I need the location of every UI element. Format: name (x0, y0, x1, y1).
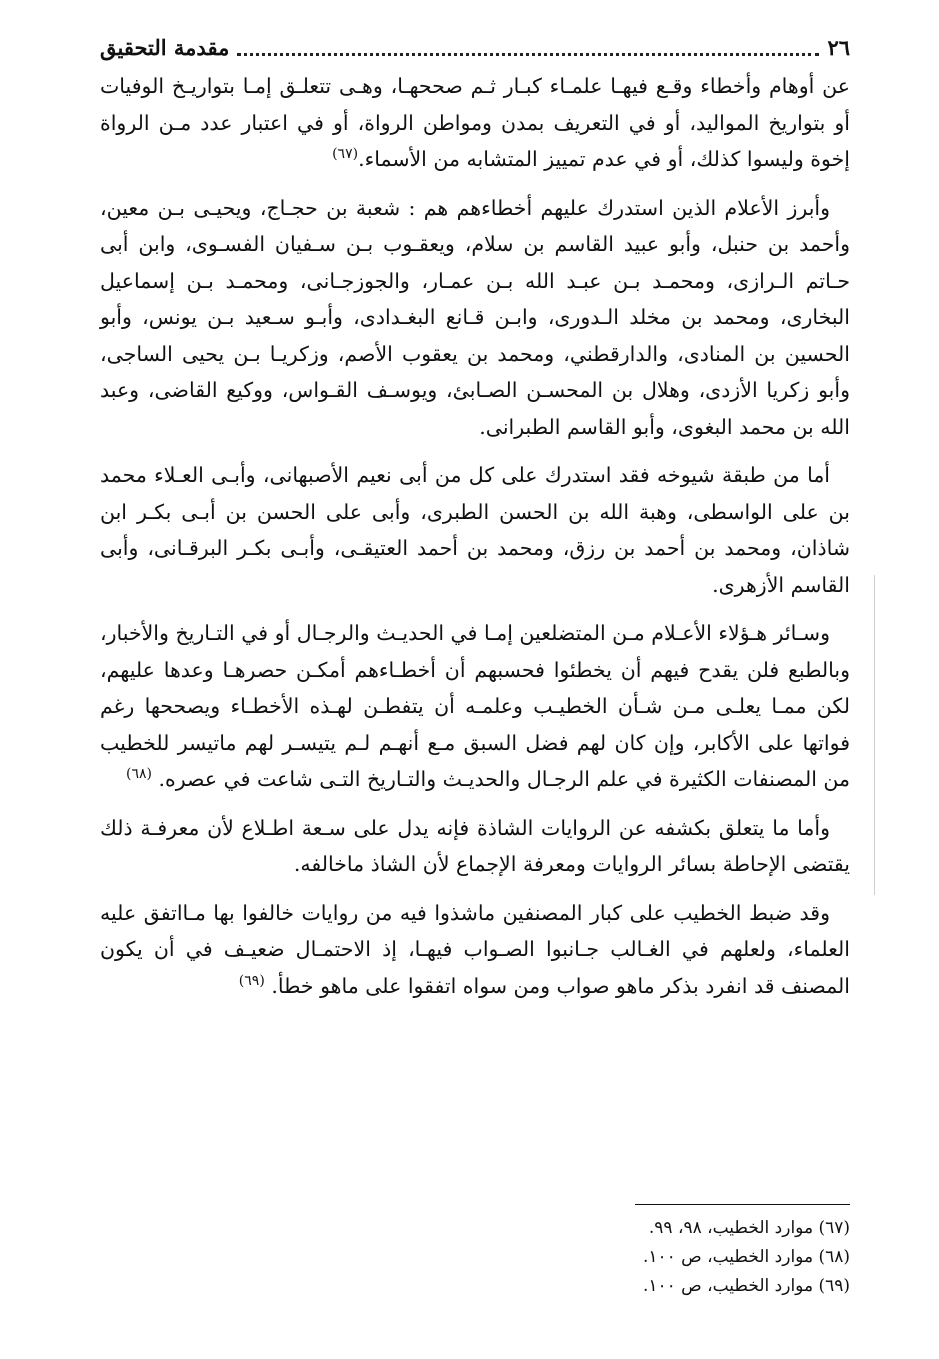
paragraph-text: وقد ضبط الخطيب على كبار المصنفين ماشذوا فيه من روايات خالفوا بها مـااتفق عليه العلماء، ولعلهم في الغـالب جـانبوا الصـواب فيهـا، إذ الاحتمـال ضعيـف في أن يكون المصنف قد انفرد بذكر ماهو صواب ومن سواه اتفقوا على ماهو خطأ. (100, 900, 850, 998)
paragraph-text: وأما ما يتعلق بكشفه عن الروايات الشاذة فإنه يدل على سـعة اطـلاع لأن معرفـة ذلك يقتضى الإحاطة بسائر الروايات ومعرفة الإجماع لأن الشاذ ماخالفه. (100, 815, 850, 876)
paragraph-text: عن أوهام وأخطاء وقـع فيهـا علمـاء كبـار ثـم صححهـا، وهـى تتعلـق إمـا بتواريـخ الوفيات أو بتواريخ المواليد، أو في التعريف بمدن ومواطن الرواة، أو في اعتبار عدد مـن الرواة إخوة وليسوا كذلك، أو في عدم تمييز المتشابه من الأسماء. (100, 74, 850, 171)
paragraph-text: أما من طبقة شيوخه فقد استدرك على كل من أبى نعيم الأصبهانى، وأبـى العـلاء محمد بن على الواسطى، وهبة الله بن الحسن الطبرى، وأبى على الحسن بن أبـى بكـر ابن شاذان، ومحمد بن أحمد بن رزق، ومحمد بن أحمد العتيقـى، وأبـى بكـر البرقـانى، وأبى القاسم الأزهرى. (100, 463, 850, 597)
header-dot-leader (237, 39, 819, 56)
paragraph (100, 810, 850, 883)
footnote-separator (635, 1204, 850, 1205)
footnote: (٦٨) موارد الخطيب، ص ١٠٠. (642, 1247, 850, 1267)
paragraph (100, 68, 850, 178)
scan-margin-line (874, 575, 875, 895)
footnote-ref: (٦٩) (238, 972, 265, 989)
footnote: (٦٧) موارد الخطيب، ٩٨، ٩٩. (648, 1218, 850, 1238)
header-title: مقدمة التحقيق (100, 34, 230, 60)
paragraph (100, 190, 850, 446)
paragraph-text: وسـائر هـؤلاء الأعـلام مـن المتضلعين إمـا في الحديـث والرجـال أو في التـاريخ والأخبار، وبالطبع فلن يقدح فيهم أن يخطئوا فحسبهم أن أخطـاءهم أمكـن حصرهـا وعدها عليهم، لكن ممـا يعلـى مـن شـأن الخطيـب وعلمـه أن يتفطـن لهـذه الأخطـاء ويصححها رغم فواتها على الأكابر، وإن كان لهم فضل السبق مـع أنهـم لـم يتيسـر لهم ماتيسر للخطيب من المصنفات الكثيرة في علم الرجـال والحديـث والتـاريخ التـى شاعت في عصره. (100, 621, 850, 791)
paragraph (100, 457, 850, 603)
book-page (60, 0, 850, 1359)
paragraph (100, 615, 850, 798)
footnote: (٦٩) موارد الخطيب، ص ١٠٠. (642, 1276, 850, 1296)
footnote-ref: (٦٧) (332, 146, 359, 163)
footnotes (100, 1214, 850, 1301)
running-header (100, 30, 850, 64)
paragraph (100, 895, 850, 1005)
footnote-ref: (٦٨) (125, 766, 152, 783)
body-text (100, 68, 850, 1016)
paragraph-text: وأبرز الأعلام الذين استدرك عليهم أخطاءهم هم : شعبة بن حجـاج، ويحيـى بـن معين، وأحمد بن حنبل، وأبو عبيد القاسم بن سلام، ويعقـوب بـن سـفيان الفسـوى، وابن أبى حـاتم الـرازى، ومحمـد بـن عبـد الله بـن عمـار، والجوزجـانى، ومحمـد بـن إسماعيل البخارى، ومحمد بن مخلد الـدورى، وابـن قـانع البغـدادى، وأبـو سـعيد بـن يونس، وأبو الحسين بن المنادى، والدارقطني، ومحمد بن يعقوب الأصم، وزكريـا بـن يحيى الساجى، وأبو زكريا الأزدى، وهلال بن المحسـن الصـابئ، ويوسـف القـواس، ووكيع القاضى، وعبد الله بن محمد البغوى، وأبو القاسم الطبرانى. (100, 195, 850, 439)
page-number: ٢٦ (827, 34, 850, 60)
